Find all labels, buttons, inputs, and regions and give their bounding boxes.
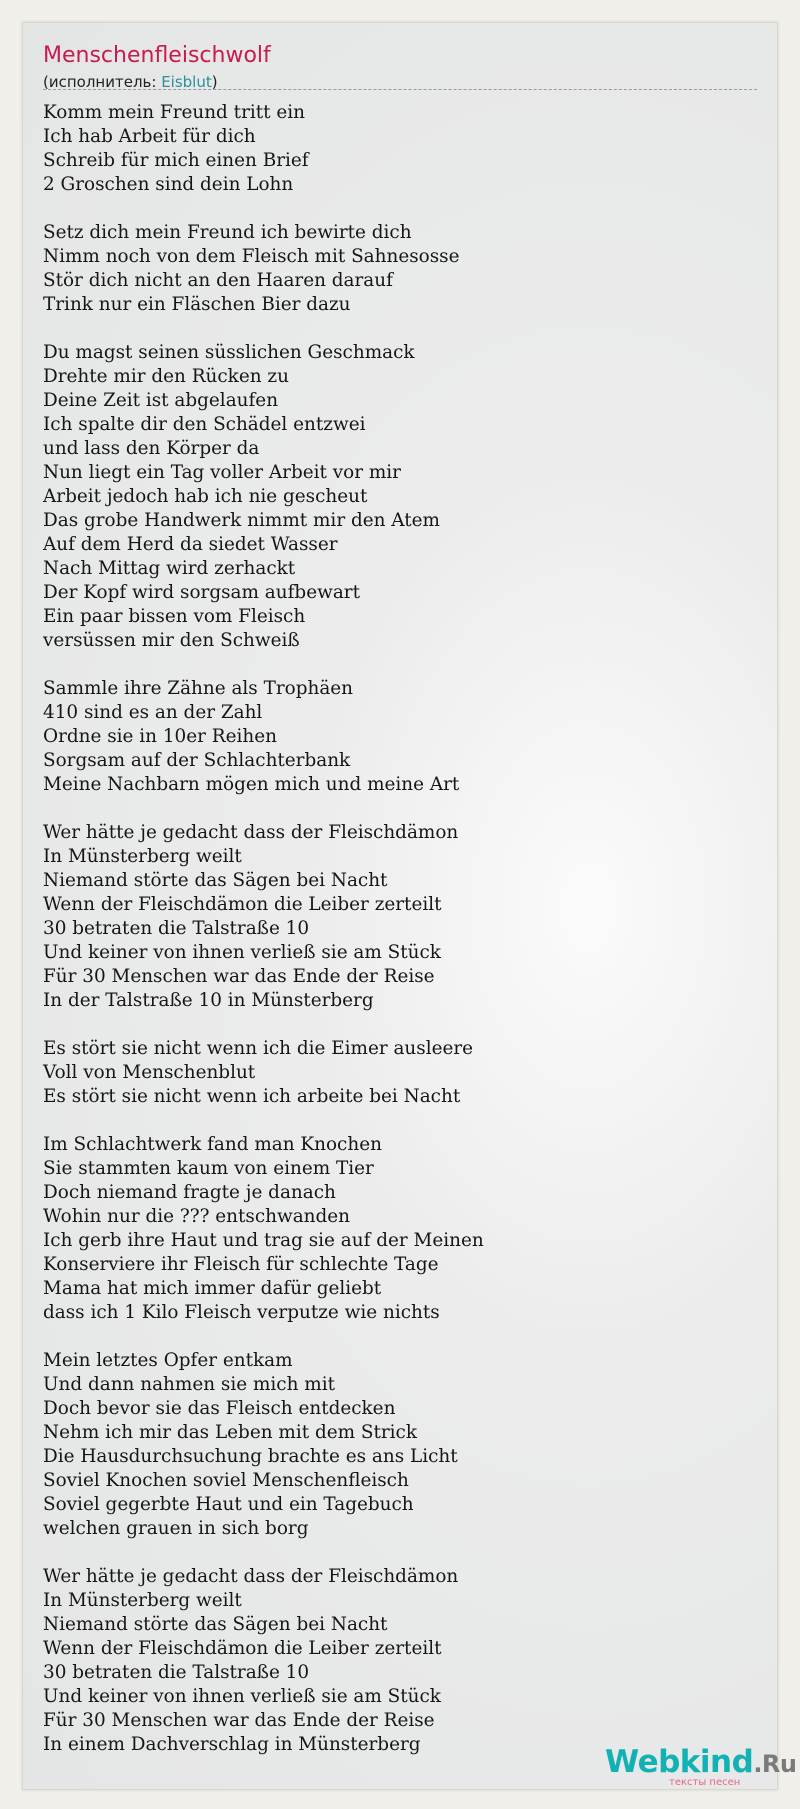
lyrics-line: 2 Groschen sind dein Lohn <box>43 174 294 195</box>
lyrics-line: welchen grauen in sich borg <box>43 1518 309 1539</box>
lyrics-stanza <box>43 821 757 1013</box>
lyrics-line: In Münsterberg weilt <box>43 846 242 867</box>
lyrics-text <box>43 101 757 1781</box>
lyrics-line: Ich gerb ihre Haut und trag sie auf der Meinen <box>43 1230 484 1251</box>
lyrics-line: Wer hätte je gedacht dass der Fleischdämon <box>43 822 459 843</box>
lyrics-line: Konserviere ihr Fleisch für schlechte Tage <box>43 1254 439 1275</box>
lyrics-line: Mama hat mich immer dafür geliebt <box>43 1278 382 1299</box>
lyrics-line: 410 sind es an der Zahl <box>43 702 263 723</box>
lyrics-line: Ich hab Arbeit für dich <box>43 126 256 147</box>
lyrics-line: Wenn der Fleischdämon die Leiber zerteilt <box>43 894 442 915</box>
lyrics-line: Nimm noch von dem Fleisch mit Sahnesosse <box>43 246 460 267</box>
lyrics-line: Doch bevor sie das Fleisch entdecken <box>43 1398 396 1419</box>
lyrics-line: versüssen mir den Schweiß <box>43 630 300 651</box>
logo-tagline: тексты песен <box>669 1777 741 1788</box>
lyrics-line: Für 30 Menschen war das Ende der Reise <box>43 1710 435 1731</box>
lyrics-line: Niemand störte das Sägen bei Nacht <box>43 1614 388 1635</box>
lyrics-line: Und keiner von ihnen verließ sie am Stück <box>43 1686 441 1707</box>
performer-suffix: ) <box>211 73 218 91</box>
lyrics-line: dass ich 1 Kilo Fleisch verputze wie nichts <box>43 1302 440 1323</box>
lyrics-line: Für 30 Menschen war das Ende der Reise <box>43 966 435 987</box>
lyrics-line: In Münsterberg weilt <box>43 1590 242 1611</box>
lyrics-line: Nun liegt ein Tag voller Arbeit vor mir <box>43 462 401 483</box>
lyrics-line: Der Kopf wird sorgsam aufbewart <box>43 582 360 603</box>
lyrics-line: In einem Dachverschlag in Münsterberg <box>43 1734 421 1755</box>
lyrics-line: Sammle ihre Zähne als Trophäen <box>43 678 354 699</box>
lyrics-line: Und keiner von ihnen verließ sie am Stück <box>43 942 441 963</box>
lyrics-line: und lass den Körper da <box>43 438 260 459</box>
lyrics-line: Soviel gegerbte Haut und ein Tagebuch <box>43 1494 414 1515</box>
lyrics-line: Wenn der Fleischdämon die Leiber zerteilt <box>43 1638 442 1659</box>
lyrics-stanza <box>43 1037 757 1109</box>
lyrics-stanza <box>43 1565 757 1757</box>
lyrics-line: Auf dem Herd da siedet Wasser <box>43 534 338 555</box>
lyrics-line: Und dann nahmen sie mich mit <box>43 1374 335 1395</box>
lyrics-stanza <box>43 1133 757 1325</box>
title-divider <box>43 89 757 90</box>
performer-prefix: (исполнитель: <box>43 73 162 91</box>
lyrics-line: Nach Mittag wird zerhackt <box>43 558 296 579</box>
logo-suffix: .Ru <box>753 1750 797 1778</box>
lyrics-line: Doch niemand fragte je danach <box>43 1182 336 1203</box>
lyrics-line: Das grobe Handwerk nimmt mir den Atem <box>43 510 440 531</box>
lyrics-line: Im Schlachtwerk fand man Knochen <box>43 1134 382 1155</box>
lyrics-line: Setz dich mein Freund ich bewirte dich <box>43 222 412 243</box>
lyrics-line: In der Talstraße 10 in Münsterberg <box>43 990 374 1011</box>
site-logo[interactable] <box>583 1742 797 1802</box>
lyrics-line: Ordne sie in 10er Reihen <box>43 726 277 747</box>
lyrics-line: Es stört sie nicht wenn ich arbeite bei Nacht <box>43 1086 461 1107</box>
lyrics-line: Deine Zeit ist abgelaufen <box>43 390 279 411</box>
lyrics-line: 30 betraten die Talstraße 10 <box>43 918 310 939</box>
logo-main-text: Webkind <box>605 1744 754 1780</box>
lyrics-stanza <box>43 221 757 317</box>
lyrics-line: Wer hätte je gedacht dass der Fleischdämon <box>43 1566 459 1587</box>
lyrics-line: Es stört sie nicht wenn ich die Eimer ausleere <box>43 1038 474 1059</box>
lyrics-card <box>22 22 797 1790</box>
lyrics-line: Die Hausdurchsuchung brachte es ans Licht <box>43 1446 458 1467</box>
lyrics-line: Sorgsam auf der Schlachterbank <box>43 750 351 771</box>
lyrics-line: Trink nur ein Fläschen Bier dazu <box>43 294 351 315</box>
lyrics-line: Sie stammten kaum von einem Tier <box>43 1158 374 1179</box>
lyrics-stanza <box>43 341 757 653</box>
lyrics-line: Meine Nachbarn mögen mich und meine Art <box>43 774 460 795</box>
lyrics-line: Niemand störte das Sägen bei Nacht <box>43 870 388 891</box>
lyrics-line: Arbeit jedoch hab ich nie gescheut <box>43 486 368 507</box>
artist-link[interactable]: Eisblut <box>161 73 212 91</box>
lyrics-line: Wohin nur die ??? entschwanden <box>43 1206 351 1227</box>
lyrics-stanza <box>43 101 757 197</box>
lyrics-line: Nehm ich mir das Leben mit dem Strick <box>43 1422 417 1443</box>
lyrics-line: Ein paar bissen vom Fleisch <box>43 606 306 627</box>
lyrics-stanza <box>43 677 757 797</box>
lyrics-stanza <box>43 1349 757 1541</box>
song-title: Menschenfleischwolf <box>43 43 271 68</box>
lyrics-line: Stör dich nicht an den Haaren darauf <box>43 270 393 291</box>
lyrics-line: Du magst seinen süsslichen Geschmack <box>43 342 415 363</box>
lyrics-line: Voll von Menschenblut <box>43 1062 256 1083</box>
lyrics-line: Mein letztes Opfer entkam <box>43 1350 293 1371</box>
lyrics-line: Schreib für mich einen Brief <box>43 150 309 171</box>
lyrics-line: Drehte mir den Rücken zu <box>43 366 289 387</box>
lyrics-line: 30 betraten die Talstraße 10 <box>43 1662 310 1683</box>
lyrics-line: Ich spalte dir den Schädel entzwei <box>43 414 366 435</box>
lyrics-line: Soviel Knochen soviel Menschenfleisch <box>43 1470 409 1491</box>
lyrics-line: Komm mein Freund tritt ein <box>43 102 305 123</box>
